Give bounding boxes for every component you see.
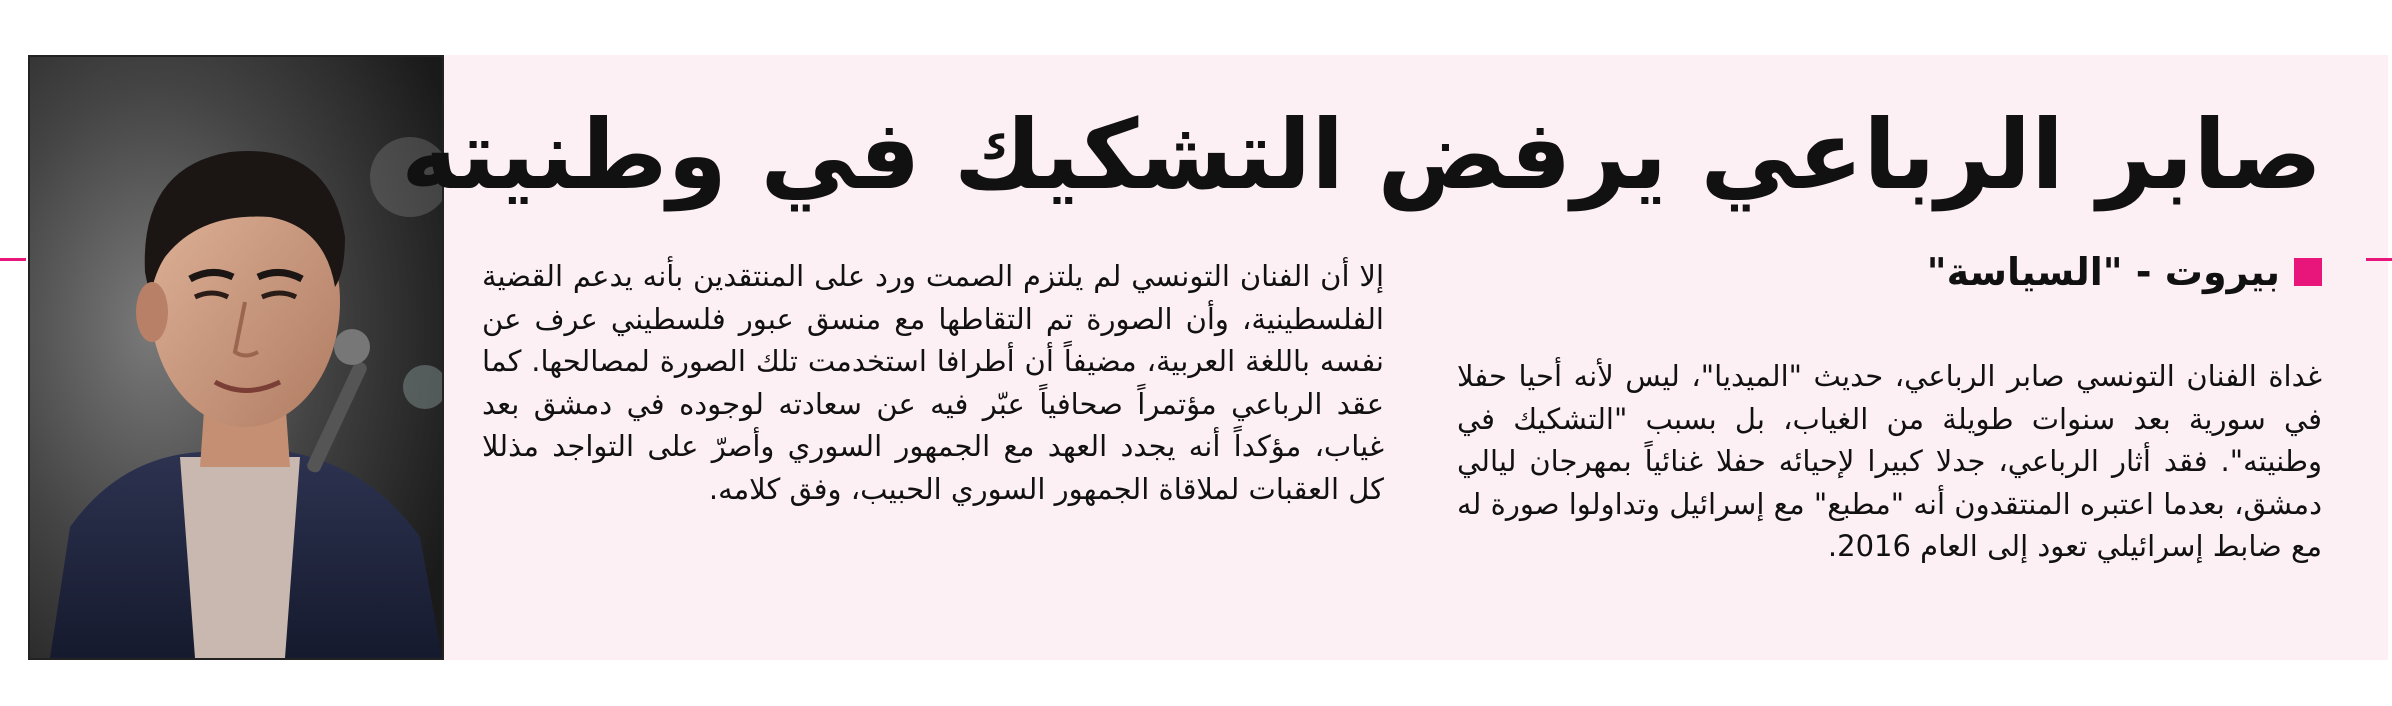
article-body-column-right: غداة الفنان التونسي صابر الرباعي، حديث "الميديا"، ليس لأنه أحيا حفلا في سورية بعد سنوات طويلة من الغياب، بل بسبب "التشكيك في وطنيته". فقد أثار الرباعي، جدلا كبيرا لإحيائه حفلا غنائياً بمهرجان ليالي دمشق، بعدما اعتبره المنتقدون أنه "مطبع" مع إسرائيل وتداولوا صورة له مع ضابط إسرائيلي تعود إلى العام 2016. bbox=[1457, 359, 2322, 563]
singer-photo bbox=[28, 55, 444, 660]
byline-square-marker bbox=[2294, 258, 2322, 286]
article-byline bbox=[1927, 250, 2322, 294]
right-edge-marker bbox=[2366, 258, 2392, 261]
article-body-column-left: إلا أن الفنان التونسي لم يلتزم الصمت ورد على المنتقدين بأنه يدعم القضية الفلسطينية، وأن الصورة تم التقاطها مع منسق عبور فلسطيني عرف عن نفسه باللغة العربية، مضيفاً أن أطرافا استخدمت تلك الصورة لمصالحها. كما عقد الرباعي مؤتمراً صحافياً عبّر فيه عن سعادته لوجوده في دمشق بعد غياب، مؤكداً أنه يجدد العهد مع الجمهور السوري وأصرّ على التواجد مذللا كل العقبات لملاقاة الجمهور السوري الحبيب، وفق كلامه. bbox=[482, 259, 1384, 506]
left-edge-marker bbox=[0, 258, 26, 261]
article-headline: صابر الرباعي يرفض التشكيك في وطنيته bbox=[401, 99, 2322, 211]
byline-text: بيروت - "السياسة" bbox=[1926, 250, 2280, 294]
